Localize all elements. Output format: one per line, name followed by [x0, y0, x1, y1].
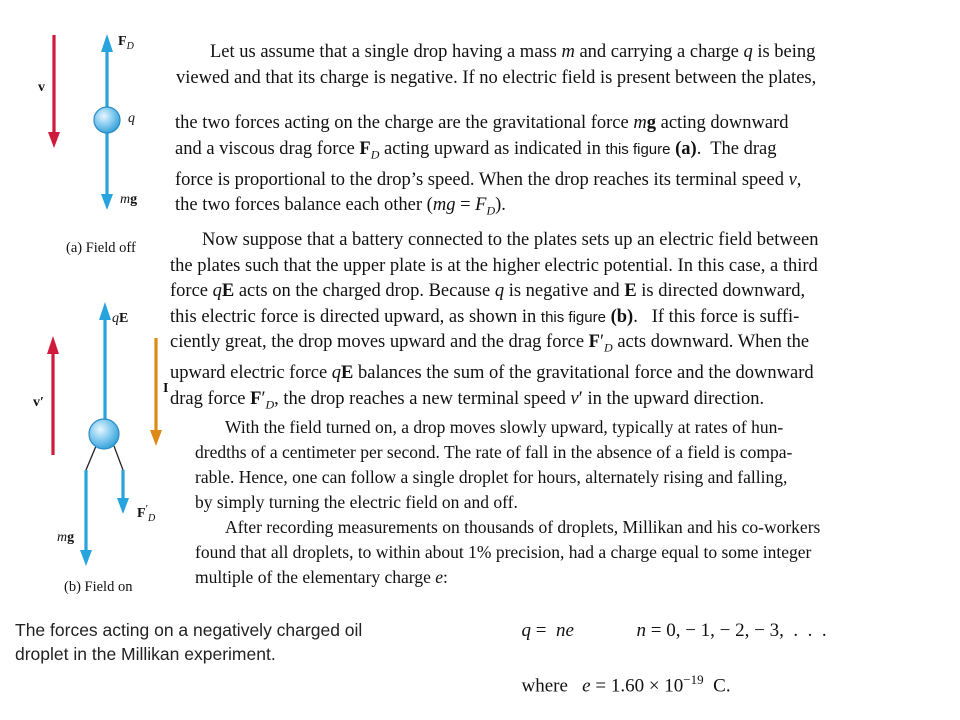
gravity-arrow-b	[80, 470, 92, 566]
p2-line-5: ciently great, the drop moves upward and the drag force $F'_D$ acts downward. When the	[170, 332, 810, 355]
p2-line-3: force qE acts on the charged drop. Because q is negative and E is directed downward,	[170, 281, 806, 301]
figure-caption-line-2: droplet in the Millikan experiment.	[15, 644, 276, 664]
velocity-arrow-a	[48, 35, 60, 148]
p1-line-5: force is proportional to the drop’s speed. When the drop reaches its terminal speed v,	[175, 169, 802, 190]
p1-line-4: and a viscous drag force $F_D$ acting upward as indicated in this figure (a). The drag	[175, 138, 777, 162]
label-vprime-b: v′	[33, 395, 44, 410]
paragraph-1b	[175, 111, 950, 224]
label-q-a: q	[128, 111, 135, 126]
p4-line-1: After recording measurements on thousands of droplets, Millikan and his co-workers	[225, 517, 821, 537]
paragraph-3	[195, 415, 915, 515]
stray-mark: I	[163, 381, 169, 396]
caption-field-on: (b) Field on	[64, 579, 133, 595]
figure-caption-line-1: The forces acting on a negatively charged oil	[15, 620, 363, 640]
p1-line-3: the two forces acting on the charge are the gravitational force mg acting downward	[175, 113, 789, 133]
caption-field-off: (a) Field off	[66, 240, 136, 256]
equation-quantization: q = ne	[521, 620, 574, 641]
electric-force-arrow-b	[99, 302, 111, 420]
paragraph-2	[170, 228, 950, 418]
p4-line-2: found that all droplets, to within about 1% precision, had a charge equal to some integer	[195, 542, 812, 562]
p3-line-4: by simply turning the electric field on and off.	[195, 492, 518, 512]
paragraph-1	[176, 40, 946, 91]
equation-elementary-charge: where $e = 1.60 \times 10^{-19}$ C.	[521, 672, 731, 697]
p1-line-6: the two forces balance each other $(mg = F_D)$.	[175, 195, 506, 218]
p2-line-1: Now suppose that a battery connected to the plates sets up an electric field between	[202, 230, 819, 250]
drag-force-arrow-a	[101, 34, 113, 108]
p2-line-6: upward electric force qE balances the sum of the gravitational force and the downward	[170, 363, 814, 384]
drag-force-arrow-b	[117, 470, 129, 514]
oil-drop-b	[89, 419, 119, 449]
figure-caption	[15, 618, 362, 666]
velocity-arrow-b	[47, 336, 59, 455]
gravity-arrow-a	[101, 132, 113, 210]
p3-line-2: dredths of a centimeter per second. The rate of fall in the absence of a field is compa-	[195, 442, 793, 462]
p4-line-3: multiple of the elementary charge e:	[195, 567, 448, 587]
p2-line-7: drag force $F'_D$, the drop reaches a new terminal speed v′ in the upward direction.	[170, 388, 765, 412]
label-fd-a: $F_D$	[118, 34, 134, 52]
p2-line-4: this electric force is directed upward, as shown in this figure (b). If this force is suffi-	[170, 306, 800, 327]
label-qe-b: qE	[112, 311, 129, 326]
label-fdprime-b: $F'_D$	[137, 503, 156, 524]
force-branch-lines-b	[86, 446, 123, 470]
oil-drop-a	[94, 107, 120, 133]
label-mg-a: mg	[120, 192, 138, 207]
p3-line-3: rable. Hence, one can follow a single droplet for hours, alternately rising and falling,	[195, 467, 788, 487]
paragraph-4	[195, 515, 915, 590]
label-v-a: v	[38, 80, 45, 95]
p1-line-1: Let us assume that a single drop having a mass m and carrying a charge q is being	[210, 42, 816, 62]
orange-arrow-b	[150, 338, 162, 446]
p1-line-2: viewed and that its charge is negative. If no electric field is present between the plates,	[176, 67, 817, 88]
p3-line-1: With the field turned on, a drop moves slowly upward, typically at rates of hun-	[225, 417, 784, 437]
equation-n-values: n = 0, − 1, − 2, − 3, . . .	[636, 620, 827, 641]
p2-line-2: the plates such that the upper plate is at the higher electric potential. In this case, a third	[170, 255, 818, 276]
label-mg-b: mg	[57, 530, 75, 545]
